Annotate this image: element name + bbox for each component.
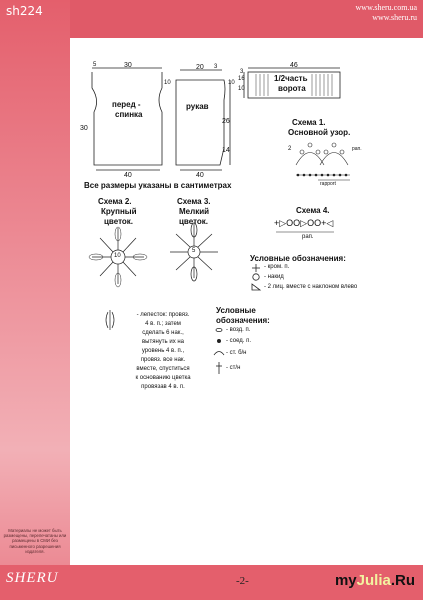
dim-sleeve-side: 3 [214, 64, 218, 70]
dim-front-top: 30 [124, 62, 132, 69]
legend2-item: - ст/н [226, 365, 241, 371]
legend1-item: - 2 лиц. вместе с наклоном влево [264, 284, 358, 290]
copyright-disclaimer: Материалы не может быть размещены, перепечатаны или размещены в СМИ без письменного разрешения издателя. [3, 528, 67, 554]
petal-note-line: провязав 4 в. п. [141, 384, 185, 390]
site-logo-part: my [334, 572, 357, 589]
scheme3-title-3: цветок. [179, 217, 208, 226]
article-code: sh224 [6, 4, 43, 18]
scheme2-title-2: Крупный [101, 207, 137, 216]
dim-sleeve-right-mid: 26 [222, 118, 230, 125]
scheme2-title-1: Схема 2. [98, 197, 132, 206]
dim-collar-left-low: 10 [238, 86, 245, 92]
petal-note-line: - лепесток: провяз. [136, 312, 190, 318]
collar-label-2: ворота [278, 84, 306, 93]
front-label-1: перед - [112, 100, 141, 109]
petal-symbol [106, 310, 114, 330]
scheme2-title-3: цветок. [104, 217, 133, 226]
front-label-2: спинка [115, 110, 143, 119]
site-logo[interactable] [335, 572, 415, 589]
dim-sleeve-top: 20 [196, 64, 204, 71]
scheme4-symbols: +▷OO▷OO+◁ [274, 218, 334, 228]
dim-front-bottom: 40 [124, 172, 132, 179]
scheme3-title-1: Схема 3. [177, 197, 211, 206]
petal-note-line: вытянуть их на [141, 339, 185, 345]
dim-sleeve-right-top: 10 [228, 80, 235, 86]
scheme3-title-2: Мелкий [179, 207, 210, 216]
collar-label-1: 1/2часть [274, 74, 308, 83]
scheme2-center: 10 [114, 253, 121, 259]
sleeve-label: рукав [186, 102, 209, 111]
dim-collar-top: 46 [290, 62, 298, 69]
brand-logo: SHERU [6, 570, 59, 586]
petal-note-line: 4 в. п.; затем [145, 321, 181, 327]
petal-note-line: провяз. все нак. [140, 357, 186, 363]
scheme1-title-1: Схема 1. [292, 118, 326, 127]
legend2-item: - ст. б/н [226, 350, 247, 356]
legend2-title-2: обозначения: [216, 316, 270, 325]
dim-sleeve-bottom: 40 [196, 172, 204, 179]
scheme1-rows: 2 [288, 146, 292, 152]
url-ua[interactable]: www.sheru.com.ua [355, 3, 417, 12]
dim-front-side: 5 [93, 62, 97, 68]
site-logo-part: .Ru [390, 572, 415, 589]
dim-front-right: 10 [164, 80, 171, 86]
site-logo-part: Julia [356, 572, 391, 589]
sleeve-outline [176, 80, 225, 165]
petal-note-line: вместе, спуститься [136, 366, 190, 372]
dim-front-left: 30 [80, 125, 88, 132]
scheme1-rapport: rapport [320, 181, 336, 187]
legend2-title-1: Условные [216, 306, 256, 315]
scheme3-center: 5 [192, 248, 196, 254]
legend1-item: - кром. п. [264, 264, 290, 270]
dim-collar-left-top: 3 [240, 69, 244, 75]
url-ru[interactable]: www.sheru.ru [372, 13, 417, 22]
petal-note-line: сделать 6 нак., [142, 330, 184, 336]
legend1-title: Условные обозначения: [250, 254, 346, 263]
petal-note-line: к основанию цветка [135, 375, 191, 381]
scheme4-title: Схема 4. [296, 206, 330, 215]
page-number: -2- [236, 575, 249, 587]
petal-note-line: уровень 4 в. п., [141, 348, 185, 354]
dim-sleeve-right-low: 14 [222, 147, 230, 154]
scheme1-rap-side: рап. [352, 146, 362, 152]
legend2-item: - соед. п. [226, 338, 252, 344]
legend2-item: - возд. п. [226, 327, 251, 333]
scheme1-title-2: Основной узор. [288, 128, 351, 137]
scheme4-rap: рап. [302, 234, 314, 240]
petal-note [118, 311, 208, 392]
sizes-note: Все размеры указаны в сантиметрах [84, 181, 232, 190]
dim-collar-left-mid: 16 [238, 76, 245, 82]
legend1-item: - накид [264, 274, 284, 280]
